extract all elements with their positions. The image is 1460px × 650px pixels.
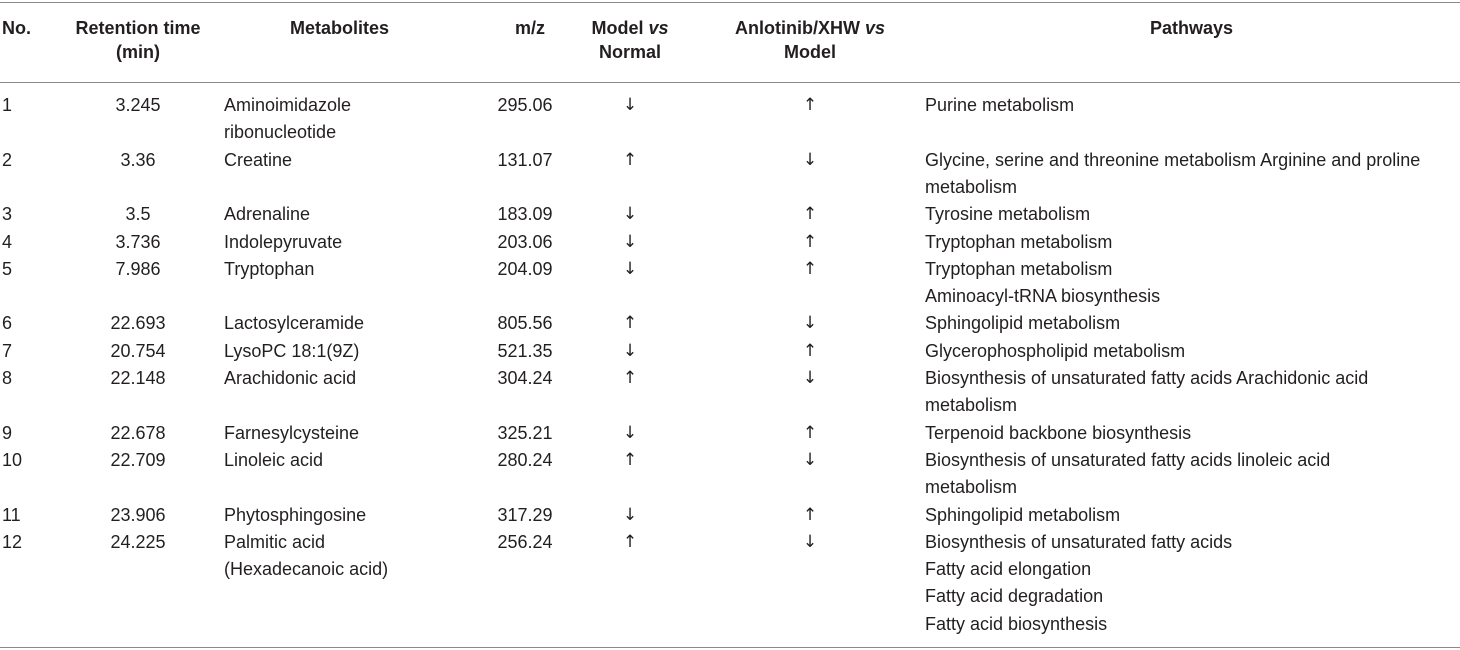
pathway-line: Sphingolipid metabolism: [925, 313, 1121, 334]
model-vs-normal-arrow: ↓: [622, 258, 638, 279]
header-pathways: [1150, 16, 1233, 40]
metabolite-name: [224, 365, 464, 392]
anlotinib-vs-model-arrow: ↑: [802, 231, 818, 252]
retention-time: 23.906: [110, 504, 166, 525]
metabolite-name: [224, 310, 464, 337]
anlotinib-vs-model-arrow: ↓: [802, 149, 818, 170]
pathway-line: Terpenoid backbone biosynthesis: [925, 422, 1192, 443]
pathway-line: Tryptophan metabolism: [925, 258, 1113, 279]
metabolite-name-line: Tryptophan: [224, 258, 315, 279]
header-model-vs-normal-line2: Normal: [598, 42, 661, 62]
metabolite-name-line: Phytosphingosine: [224, 504, 367, 525]
table-header: [0, 12, 1460, 72]
pathway-line: metabolism: [925, 176, 1018, 197]
model-vs-normal-arrow: ↑: [622, 531, 638, 552]
mz-value: 325.21: [497, 422, 553, 443]
table-bottom-rule: [0, 647, 1460, 648]
metabolite-name-line: Lactosylceramide: [224, 313, 365, 334]
row-number: 11: [2, 504, 21, 525]
metabolite-name-line: Linoleic acid: [224, 449, 324, 470]
header-anlotinib-vs-model-line1: [700, 16, 920, 40]
metabolite-name-line: (Hexadecanoic acid): [224, 559, 389, 580]
row-number: 4: [2, 231, 13, 252]
retention-time: 7.986: [115, 258, 161, 279]
header-anlotinib-vs-model: [700, 16, 920, 64]
mz-value: 204.09: [497, 258, 553, 279]
metabolite-name-line: Palmitic acid: [224, 531, 326, 552]
anlotinib-vs-model-arrow: ↓: [802, 531, 818, 552]
row-number: 10: [2, 449, 23, 470]
row-number: 9: [2, 422, 13, 443]
row-number: 1: [2, 95, 13, 115]
metabolite-name-line: Adrenaline: [224, 204, 311, 225]
pathway-line: Biosynthesis of unsaturated fatty acids: [925, 531, 1233, 552]
anlotinib-vs-model-arrow: ↑: [802, 504, 818, 525]
anlotinib-vs-model-arrow: ↑: [802, 340, 818, 361]
mz-value: 295.06: [497, 95, 553, 115]
pathway-line: Glycerophospholipid metabolism: [925, 340, 1186, 361]
row-number: 2: [2, 149, 13, 170]
anlotinib-vs-model-arrow: ↑: [802, 204, 818, 225]
metabolite-name: [224, 256, 464, 283]
mz-value: 203.06: [497, 231, 553, 252]
metabolite-name: [224, 447, 464, 474]
pathways: [925, 447, 1460, 502]
metabolite-name: [224, 229, 464, 256]
model-vs-normal-arrow: ↑: [622, 149, 638, 170]
model-vs-normal-arrow: ↓: [622, 231, 638, 252]
header-retention-time-line1: Retention time: [75, 18, 201, 38]
row-number: 7: [2, 340, 13, 361]
header-mz-text: m/z: [514, 18, 545, 38]
metabolite-name-line: Aminoimidazole: [224, 95, 352, 115]
metabolite-name: [224, 338, 464, 365]
mz-value: 304.24: [497, 368, 553, 388]
header-no: [2, 16, 31, 40]
retention-time: 3.36: [120, 149, 156, 170]
pathway-line: Fatty acid elongation: [925, 559, 1092, 580]
mz-value: 131.07: [497, 149, 553, 170]
retention-time: 3.736: [115, 231, 161, 252]
model-vs-normal-arrow: ↑: [622, 449, 638, 470]
pathways: [925, 256, 1460, 311]
header-anlotinib-text: Anlotinib/XHW: [734, 18, 865, 38]
header-model-text: Model: [591, 18, 649, 38]
pathways: [925, 92, 1460, 119]
header-model-vs-normal-line1: [560, 16, 700, 40]
mz-value: 183.09: [497, 204, 553, 225]
metabolite-name: [224, 92, 464, 147]
model-vs-normal-arrow: ↓: [622, 95, 638, 115]
anlotinib-vs-model-arrow: ↓: [802, 449, 818, 470]
pathway-line: metabolism: [925, 477, 1018, 498]
header-pathways-text: Pathways: [1150, 18, 1234, 38]
mz-value: 805.56: [497, 313, 553, 334]
table-header-rule: [0, 82, 1460, 83]
mz-value: 521.35: [497, 340, 553, 361]
mz-value: 317.29: [497, 504, 553, 525]
row-number: 5: [2, 258, 13, 279]
pathway-line: Fatty acid biosynthesis: [925, 613, 1108, 634]
pathways: [925, 338, 1460, 365]
pathway-line: Sphingolipid metabolism: [925, 504, 1121, 525]
pathway-line: Tryptophan metabolism: [925, 231, 1113, 252]
row-number: 8: [2, 368, 13, 388]
pathway-line: metabolism: [925, 395, 1018, 416]
model-vs-normal-arrow: ↓: [622, 204, 638, 225]
anlotinib-vs-model-arrow: ↑: [802, 422, 818, 443]
mz-value: 280.24: [497, 449, 553, 470]
retention-time: 24.225: [110, 531, 166, 552]
header-vs-text: vs: [648, 18, 669, 38]
anlotinib-vs-model-arrow: ↓: [802, 313, 818, 334]
header-retention-time-line2: (min): [116, 42, 160, 62]
retention-time: 22.678: [110, 422, 166, 443]
pathways: [925, 365, 1460, 420]
model-vs-normal-arrow: ↓: [622, 504, 638, 525]
pathway-line: Tyrosine metabolism: [925, 204, 1091, 225]
row-number: 6: [2, 313, 13, 334]
header-metabolites-text: Metabolites: [290, 18, 390, 38]
metabolite-name-line: Farnesylcysteine: [224, 422, 360, 443]
header-anlotinib-vs-model-line2: Model: [784, 42, 836, 62]
header-metabolites: [290, 16, 389, 40]
pathway-line: Glycine, serine and threonine metabolism Arginine and proline: [925, 149, 1421, 170]
retention-time: 22.148: [110, 368, 166, 388]
metabolite-name: [224, 147, 464, 174]
pathway-line: Biosynthesis of unsaturated fatty acids linoleic acid: [925, 449, 1331, 470]
retention-time: 3.5: [125, 204, 151, 225]
metabolite-name-line: Creatine: [224, 149, 293, 170]
pathways: [925, 229, 1460, 256]
pathways: [925, 420, 1460, 447]
model-vs-normal-arrow: ↑: [622, 313, 638, 334]
retention-time: 3.245: [115, 95, 161, 115]
pathway-line: Aminoacyl-tRNA biosynthesis: [925, 286, 1161, 307]
retention-time: 22.693: [110, 313, 166, 334]
anlotinib-vs-model-arrow: ↓: [802, 368, 818, 388]
pathways: [925, 201, 1460, 228]
row-number: 12: [2, 531, 23, 552]
model-vs-normal-arrow: ↓: [622, 340, 638, 361]
pathways: [925, 502, 1460, 529]
anlotinib-vs-model-arrow: ↑: [802, 258, 818, 279]
metabolite-name-line: Arachidonic acid: [224, 368, 357, 388]
pathway-line: Biosynthesis of unsaturated fatty acids Arachidonic acid: [925, 368, 1369, 388]
anlotinib-vs-model-arrow: ↑: [802, 95, 818, 115]
mz-value: 256.24: [497, 531, 553, 552]
metabolite-name: [224, 420, 464, 447]
header-vs-text: vs: [864, 18, 885, 38]
metabolite-name-line: ribonucleotide: [224, 122, 337, 143]
retention-time: 20.754: [110, 340, 166, 361]
header-no-text: No.: [2, 18, 31, 38]
metabolite-name-line: Indolepyruvate: [224, 231, 343, 252]
header-model-vs-normal: [560, 16, 700, 64]
pathway-line: Fatty acid degradation: [925, 586, 1104, 607]
metabolite-name: [224, 201, 464, 228]
model-vs-normal-arrow: ↓: [622, 422, 638, 443]
row-number: 3: [2, 204, 13, 225]
pathways: [925, 310, 1460, 337]
retention-time: 22.709: [110, 449, 166, 470]
pathways: [925, 147, 1460, 202]
pathways: [925, 529, 1460, 638]
metabolite-name: [224, 529, 464, 584]
model-vs-normal-arrow: ↑: [622, 368, 638, 388]
table-top-rule: [0, 2, 1460, 3]
metabolite-name: [224, 502, 464, 529]
header-retention-time: [48, 16, 228, 64]
pathway-line: Purine metabolism: [925, 95, 1075, 115]
metabolite-name-line: LysoPC 18:1(9Z): [224, 340, 360, 361]
